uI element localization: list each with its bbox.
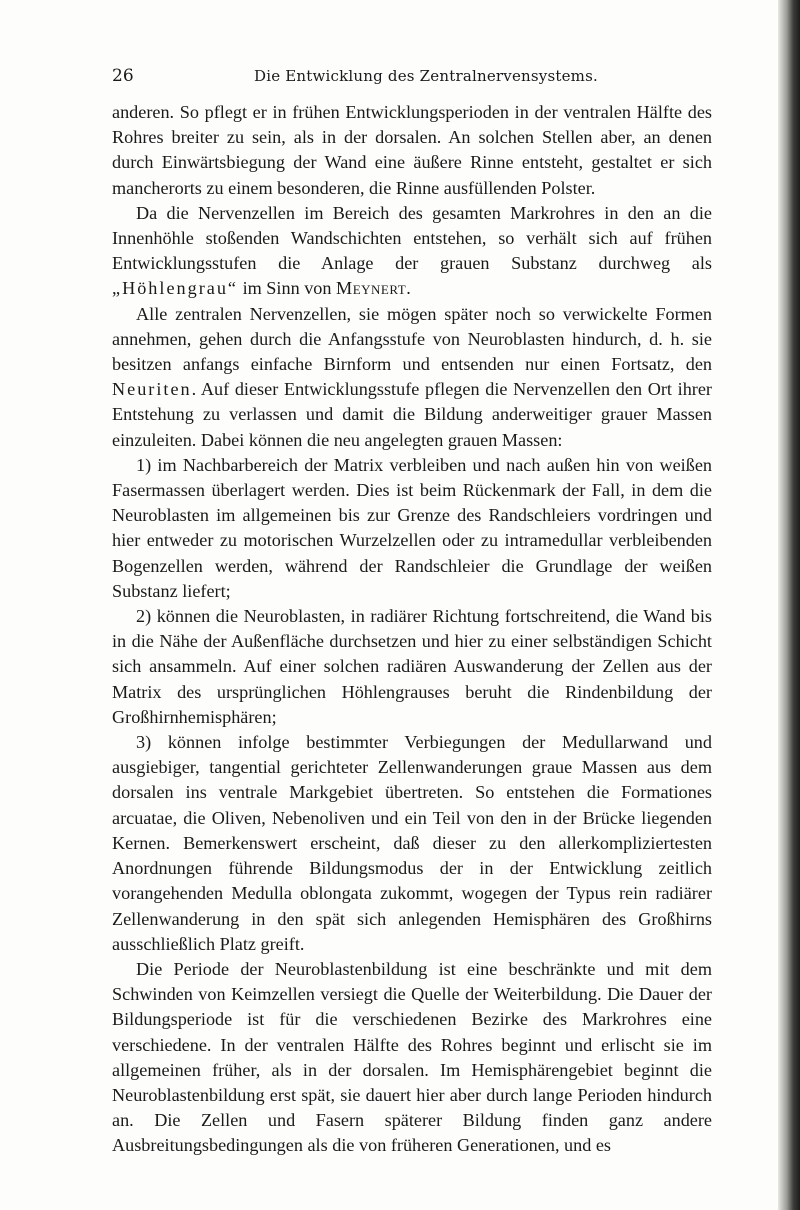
paragraph-3-start: Alle zentralen Nervenzellen, sie mögen später noch so verwickelte Formen annehmen, gehen durch die Anfangsstufe von Neuroblasten hindurch, d. h. sie besitzen anfangs einfache Birnform und entsenden nur einen Fortsatz, den: [112, 303, 712, 375]
paragraph-2-start: Da die Nervenzellen im Bereich des gesamten Markrohres in den an die Innenhöhle stoßenden Wandschichten entstehen, so verhält sich auf frühen Entwicklungsstufen die Anlage der grauen Substanz durchweg als: [112, 202, 712, 274]
page-number: 26: [112, 66, 134, 86]
paragraph-2-end: .: [406, 278, 411, 299]
list-item-1: 1) im Nachbarbereich der Matrix verbleiben und nach außen hin von weißen Fasermassen überlagert werden. Dies ist beim Rückenmark der Fall, in dem die Neuroblasten im allgemeinen bis zur Grenze des Randschleiers vordringen und hier entweder zu motorischen Wurzelzellen oder zu intramedullar verbleibenden Bogenzellen werden, während der Randschleier die Grundlage der weißen Substanz liefert;: [112, 454, 712, 601]
paragraph-2-mid: im Sinn von: [238, 278, 337, 299]
page-header: [112, 66, 710, 88]
term-hoehlengrau: „Höhlengrau“: [112, 278, 239, 299]
paragraph-3-end: . Auf dieser Entwicklungsstufe pflegen die Nervenzellen den Ort ihrer Entstehung zu verlassen und damit die Bildung anderweitiger grauer Massen einzuleiten. Dabei können die neu angelegten grauen Massen:: [112, 379, 712, 450]
body-text: [112, 100, 712, 1159]
running-head: Die Entwicklung des Zentralnervensystems.: [254, 67, 598, 85]
paragraph-3: [112, 302, 712, 453]
paragraph-2: [112, 201, 712, 302]
paragraph-7: Die Periode der Neuroblastenbildung ist eine beschränkte und mit dem Schwinden von Keimzellen versiegt die Quelle der Weiterbildung. Die Dauer der Bildungsperiode ist für die verschiedenen Bezirke des Markrohres eine verschiedene. In der ventralen Hälfte des Rohres beginnt und erlischt sie im allgemeinen früher, als in der dorsalen. Im Hemisphärengebiet beginnt die Neuroblastenbildung erst spät, sie dauert hier aber durch lange Perioden hindurch an. Die Zellen und Fasern späterer Bildung finden ganz andere Ausbreitungsbedingungen als die von früheren Generationen, und es: [112, 958, 712, 1156]
list-item-2: 2) können die Neuroblasten, in radiärer Richtung fortschreitend, die Wand bis in die Nähe der Außenfläche durchsetzen und hier zu einer selbständigen Schicht sich ansammeln. Auf einer solchen radiären Auswanderung der Zellen aus der Matrix des ursprünglichen Höhlengrauses beruht die Rindenbildung der Großhirnhemisphären;: [112, 606, 712, 727]
author-name-meynert: Meynert: [336, 278, 407, 299]
term-neuriten: Neuriten: [112, 379, 192, 400]
page-edge-shadow: [778, 0, 800, 1210]
paragraph-1: anderen. So pflegt er in frühen Entwicklungsperioden in der ventralen Hälfte des Rohres breiter zu sein, als in der dorsalen. An solchen Stellen aber, an denen durch Einwärtsbiegung der Wand eine äußere Rinne entsteht, gestaltet er sich mancherorts zu einem besonderen, die Rinne ausfüllenden Polster.: [112, 102, 712, 198]
list-item-3: 3) können infolge bestimmter Verbiegungen der Medullarwand und ausgiebiger, tangential gerichteter Zellenwanderungen graue Massen aus dem dorsalen ins ventrale Markgebiet übertreten. So entstehen die Formationes arcuatae, die Oliven, Nebenoliven und ein Teil von den in der Brücke liegenden Kernen. Bemerkenswert erscheint, daß dieser zu den allerkompliziertesten Anordnungen führende Bildungsmodus der in der Entwicklung zeitlich vorangehenden Medulla oblongata zukommt, wogegen der Typus rein radiärer Zellenwanderung in den spät sich anlegenden Hemisphären des Großhirns ausschließlich Platz greift.: [112, 732, 712, 954]
